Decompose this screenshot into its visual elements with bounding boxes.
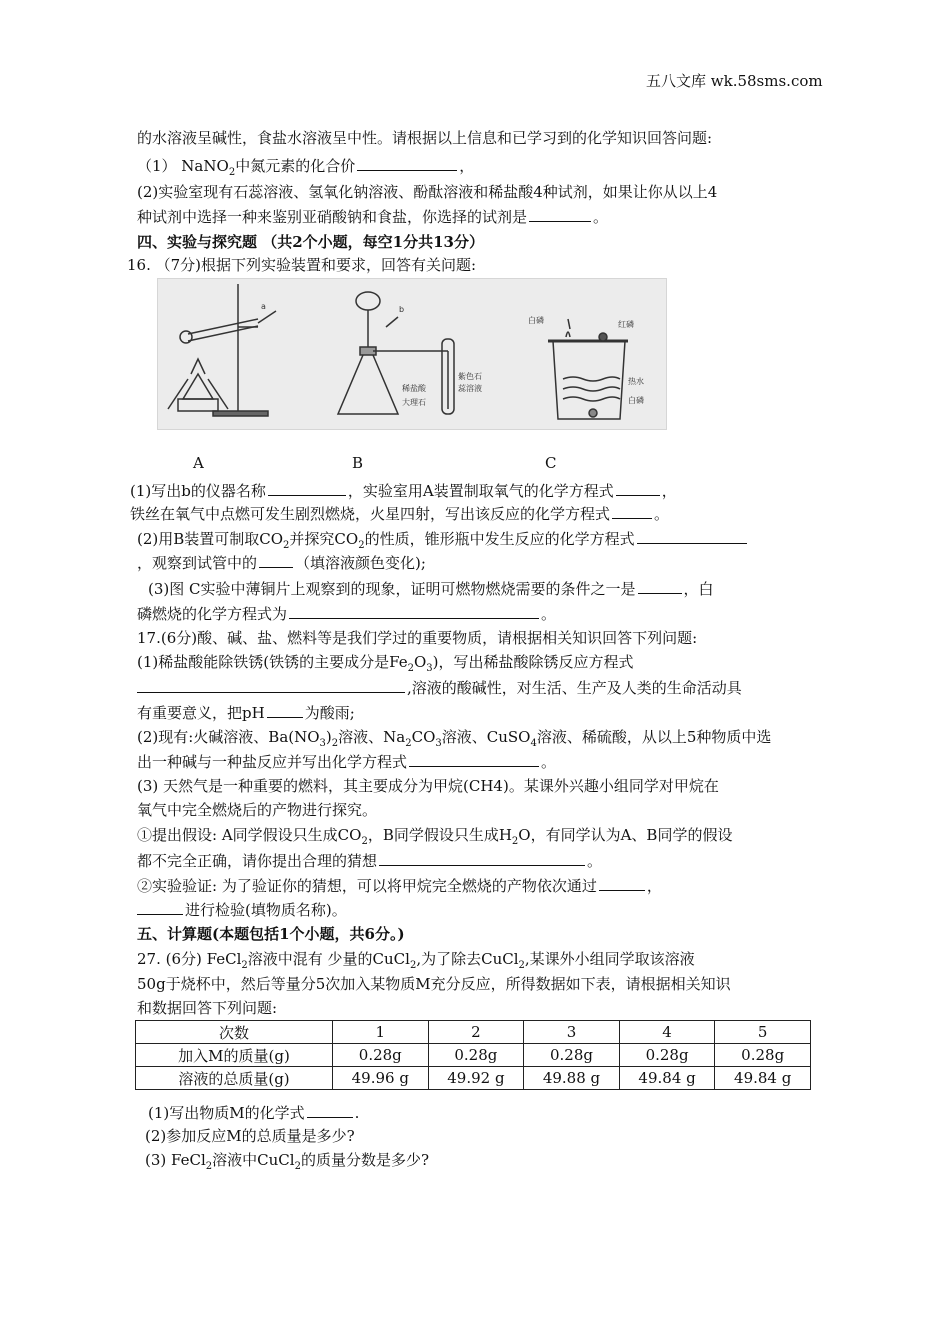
text: ， <box>661 482 677 500</box>
text: ) <box>325 728 332 746</box>
answer-blank[interactable] <box>289 603 539 619</box>
answer-blank[interactable] <box>612 503 652 519</box>
subscript: 2 <box>511 836 519 847</box>
label-white-phosphorus-top: 白磷 <box>528 316 544 325</box>
text: O <box>413 653 427 671</box>
q17-line7: 氧气中完全燃烧后的产物进行探究。 <box>137 801 378 819</box>
table-row <box>136 1067 811 1090</box>
q17-line10 <box>137 875 662 896</box>
caption-b: B <box>352 454 364 472</box>
text: (1)写出物质M的化学式 <box>148 1104 305 1122</box>
text: 的质量分数是多少? <box>300 1151 429 1169</box>
answer-blank[interactable] <box>409 751 539 767</box>
text: （1） NaNO <box>137 157 229 175</box>
label-litmus-1: 紫色石 <box>458 372 482 381</box>
table-cell: 49.88 g <box>524 1067 620 1090</box>
q16-line3 <box>137 528 749 549</box>
subscript: 2 <box>361 836 368 847</box>
q27-sub1 <box>148 1102 359 1123</box>
q17-line11 <box>137 899 347 920</box>
table-cell: 1 <box>333 1021 429 1044</box>
subscript: 2 <box>358 540 365 551</box>
q27-sub3 <box>145 1150 429 1170</box>
text: (3) FeCl <box>145 1151 206 1169</box>
table-cell: 溶液的总质量(g) <box>136 1067 333 1090</box>
section4-title: 四、实验与探究题 （共2个小题，每空1分共13分） <box>137 233 484 251</box>
table-cell: 0.28g <box>619 1044 715 1067</box>
table-cell: 49.92 g <box>428 1067 524 1090</box>
text: 出一种碱与一种盐反应并写出化学方程式 <box>137 753 408 771</box>
q17-line4 <box>137 727 771 747</box>
text: 中氮元素的化合价 <box>235 157 356 175</box>
text: 溶液、稀硫酸，从以上5种物质中选 <box>536 728 772 746</box>
label-a: a <box>261 302 266 311</box>
table-cell: 5 <box>715 1021 811 1044</box>
q17-line8 <box>137 825 732 845</box>
text: )，写出稀盐酸除锈反应方程式 <box>432 653 634 671</box>
table-header-row <box>136 1021 811 1044</box>
label-acid: 稀盐酸 <box>402 384 426 393</box>
text: 为酸雨; <box>304 704 355 722</box>
table-cell: 3 <box>524 1021 620 1044</box>
apparatus-drawing <box>158 279 666 429</box>
text: CO <box>411 728 436 746</box>
text: (1)稀盐酸能除铁锈(铁锈的主要成分是Fe <box>137 653 408 671</box>
section5-title: 五、计算题(本题包括1个小题，共6分。) <box>137 925 405 943</box>
q17-line6: (3) 天然气是一种重要的燃料，其主要成分为甲烷(CH4)。某课外兴趣小组同学对甲烷在 <box>137 777 719 795</box>
subscript: 2 <box>283 540 290 551</box>
label-red-phosphorus: 红磷 <box>618 320 634 329</box>
q27-line1 <box>137 949 695 969</box>
answer-blank[interactable] <box>137 899 183 915</box>
subscript: 3 <box>426 663 433 674</box>
q16-line6 <box>137 603 556 624</box>
answer-blank[interactable] <box>379 850 585 866</box>
answer-blank[interactable] <box>259 552 293 568</box>
q16-line2 <box>130 503 669 524</box>
text: 。 <box>541 753 557 771</box>
subscript: 2 <box>228 167 236 178</box>
label-white-phosphorus-bottom: 白磷 <box>628 396 644 405</box>
q16-line1 <box>130 480 677 501</box>
answer-blank[interactable] <box>637 528 747 544</box>
caption-c: C <box>545 454 557 472</box>
q27-sub2: (2)参加反应M的总质量是多少? <box>145 1127 355 1145</box>
subscript: 2 <box>405 738 412 749</box>
apparatus-figure <box>157 278 667 430</box>
label-b: b <box>399 305 405 314</box>
text: ②实验验证: 为了验证你的猜想，可以将甲烷完全燃烧的产物依次通过 <box>137 877 597 895</box>
text: 铁丝在氧气中点燃可发生剧烈燃烧，火星四射，写出该反应的化学方程式 <box>130 505 611 523</box>
text: ， <box>459 157 475 175</box>
q17-line2 <box>137 677 742 698</box>
answer-blank[interactable] <box>268 480 346 496</box>
answer-blank[interactable] <box>267 702 303 718</box>
table-cell: 2 <box>428 1021 524 1044</box>
text: ,溶液的酸碱性，对生活、生产及人类的生命活动具 <box>407 679 742 697</box>
table-cell: 加入M的质量(g) <box>136 1044 333 1067</box>
text: 27. (6分) FeCl <box>137 950 242 968</box>
table-cell: 49.84 g <box>715 1067 811 1090</box>
subscript: 2 <box>205 1161 213 1172</box>
q17-line9 <box>137 850 602 871</box>
subscript: 4 <box>530 738 537 749</box>
text: (1)写出b的仪器名称 <box>130 482 266 500</box>
text: 。 <box>654 505 670 523</box>
site-header: 五八文库 wk.58sms.com <box>646 72 823 90</box>
answer-blank[interactable] <box>307 1102 353 1118</box>
text: ， <box>646 877 662 895</box>
q16-line4 <box>137 552 426 573</box>
text: (3)图 C实验中薄铜片上观察到的现象，证明可燃物燃烧需要的条件之一是 <box>148 580 636 598</box>
text: 并探究CO <box>289 530 359 548</box>
table-cell: 4 <box>619 1021 715 1044</box>
subscript: 3 <box>319 738 326 749</box>
answer-blank[interactable] <box>529 206 591 222</box>
text: (2)用B装置可制取CO <box>137 530 284 548</box>
text: O，有同学认为A、B同学的假设 <box>518 826 733 844</box>
q15-part2-line2 <box>137 206 608 227</box>
q27-line2: 50g于烧杯中，然后等量分5次加入某物质M充分反应，所得数据如下表，请根据相关知识 <box>137 975 731 993</box>
text: 溶液、CuSO <box>441 728 531 746</box>
text: 溶液、Na <box>338 728 406 746</box>
subscript: 2 <box>294 1161 301 1172</box>
text: 的性质，锥形瓶中发生反应的化学方程式 <box>364 530 635 548</box>
subscript: 2 <box>409 960 417 971</box>
caption-a: A <box>193 454 204 472</box>
text: ，观察到试管中的 <box>137 554 258 572</box>
text: ,某课外小组同学取该溶液 <box>524 950 695 968</box>
text: 。 <box>541 605 557 623</box>
q16-head: 16. （7分)根据下列实验装置和要求，回答有关问题: <box>127 256 477 274</box>
answer-blank[interactable] <box>616 480 660 496</box>
text: 溶液中混有 少量的CuCl <box>247 950 410 968</box>
subscript: 2 <box>407 663 414 674</box>
text: 。 <box>587 852 603 870</box>
intro-line: 的水溶液呈碱性，食盐水溶液呈中性。请根据以上信息和已学习到的化学知识回答问题: <box>137 129 713 147</box>
q16-line5 <box>148 578 714 599</box>
text: ①提出假设: A同学假设只生成CO <box>137 826 362 844</box>
text: 有重要意义，把pH <box>137 704 265 722</box>
answer-blank[interactable] <box>599 875 645 891</box>
table-cell: 49.96 g <box>333 1067 429 1090</box>
text: 都不完全正确，请你提出合理的猜想 <box>137 852 378 870</box>
text: ，B同学假设只生成H <box>367 826 512 844</box>
label-litmus-2: 蕊溶液 <box>458 384 482 393</box>
text: （填溶液颜色变化); <box>295 554 426 572</box>
answer-blank[interactable] <box>137 677 405 693</box>
q17-line3 <box>137 702 355 723</box>
label-marble: 大理石 <box>402 398 426 407</box>
text: 磷燃烧的化学方程式为 <box>137 605 288 623</box>
q27-line3: 和数据回答下列问题: <box>137 999 278 1017</box>
text: ，实验室用A装置制取氧气的化学方程式 <box>347 482 614 500</box>
table-cell: 0.28g <box>524 1044 620 1067</box>
subscript: 3 <box>435 738 442 749</box>
subscript: 2 <box>518 960 525 971</box>
subscript: 2 <box>331 738 339 749</box>
answer-blank[interactable] <box>638 578 682 594</box>
label-hot-water: 热水 <box>628 377 644 386</box>
table-cell: 0.28g <box>333 1044 429 1067</box>
table-row <box>136 1044 811 1067</box>
text: . <box>354 1104 360 1122</box>
data-table <box>135 1020 811 1090</box>
q15-part1 <box>137 155 474 176</box>
text: ,为了除去CuCl <box>416 950 519 968</box>
text: 溶液中CuCl <box>212 1151 295 1169</box>
answer-blank[interactable] <box>357 155 457 171</box>
table-cell: 0.28g <box>428 1044 524 1067</box>
q17-line5 <box>137 751 556 772</box>
q17-line1 <box>137 652 634 672</box>
text: ，白 <box>683 580 714 598</box>
text: 进行检验(填物质名称)。 <box>185 901 347 919</box>
q15-part2-line1: (2)实验室现有石蕊溶液、氢氧化钠溶液、酚酞溶液和稀盐酸4种试剂，如果让你从以上4 <box>137 183 718 201</box>
text: 种试剂中选择一种来鉴别亚硝酸钠和食盐，你选择的试剂是 <box>137 208 528 226</box>
subscript: 2 <box>241 960 248 971</box>
table-cell: 次数 <box>136 1021 333 1044</box>
table-cell: 0.28g <box>715 1044 811 1067</box>
text: (2)现有:火碱溶液、Ba(NO <box>137 728 320 746</box>
q17-head: 17.(6分)酸、碱、盐、燃料等是我们学过的重要物质，请根据相关知识回答下列问题: <box>137 629 698 647</box>
table-cell: 49.84 g <box>619 1067 715 1090</box>
text: 。 <box>593 208 609 226</box>
